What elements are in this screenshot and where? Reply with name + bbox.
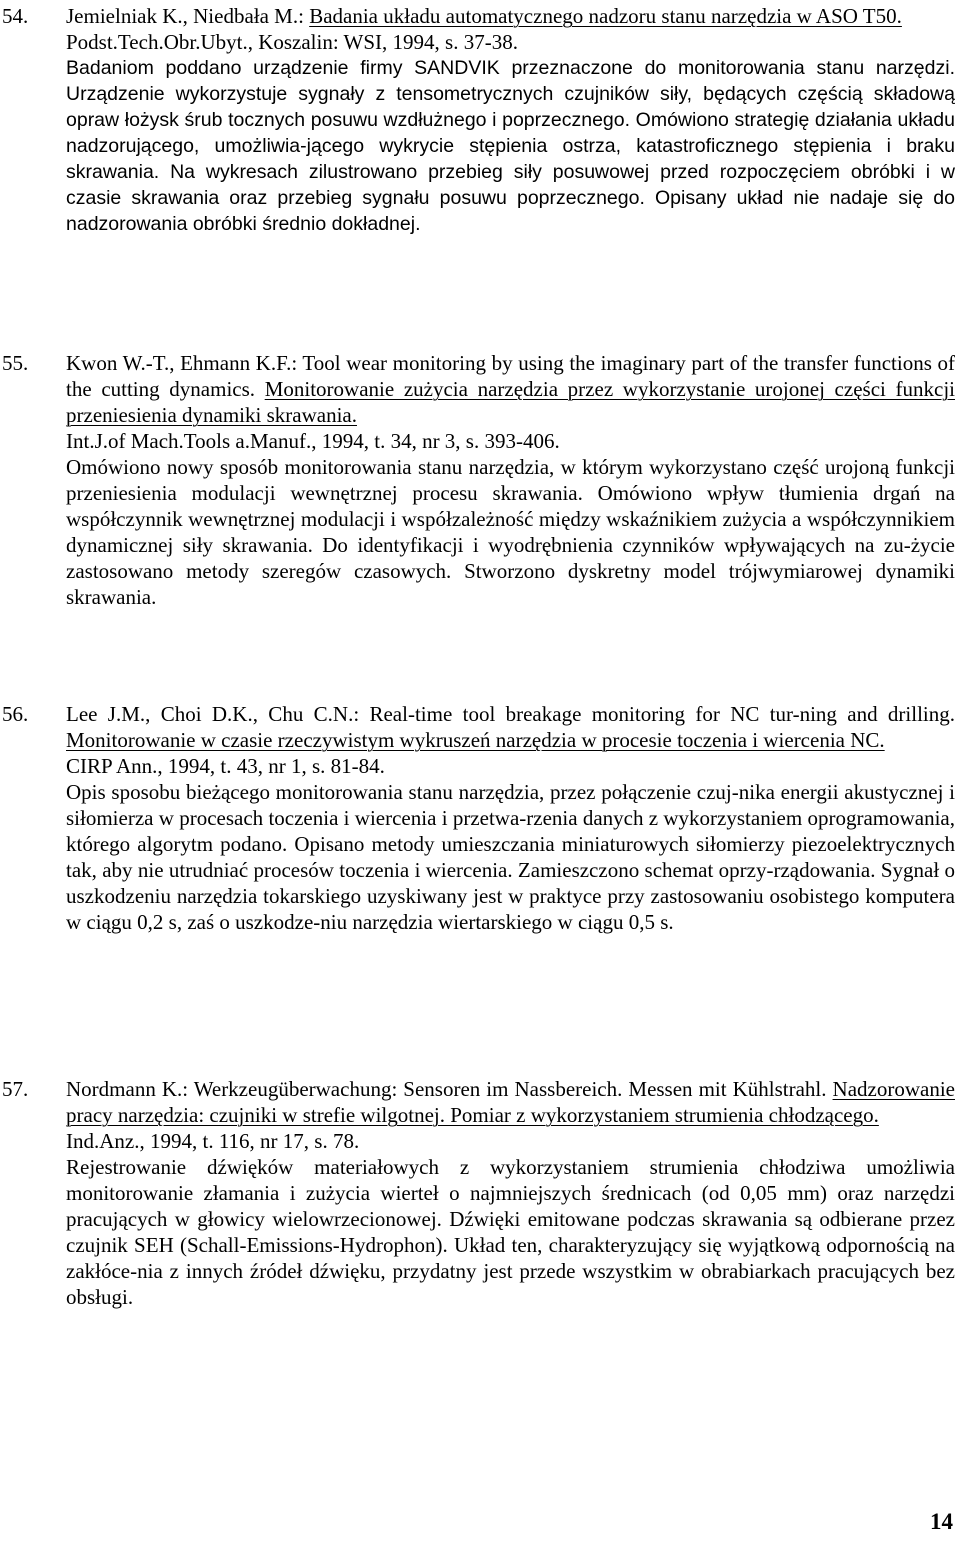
entry-authors: Jemielniak K., Niedbała M.: xyxy=(66,4,310,28)
entry-number: 55. xyxy=(2,351,29,375)
entry-title-polish: Nadzorowanie pracy narzędzia: czujniki w strefie wilgotnej. Pomiar z wykorzystaniem strumienia chłodzącego. xyxy=(66,1077,955,1127)
entry-body xyxy=(66,3,955,237)
entry-authors-title: Kwon W.-T., Ehmann K.F.: Tool wear monitoring by using the imaginary part of the transfer functions of the cutting dynamics. xyxy=(66,351,955,401)
entry-title-polish: Monitorowanie w czasie rzeczywistym wykruszeń narzędzia w procesie toczenia i wiercenia NC. xyxy=(66,728,885,752)
entry-number: 56. xyxy=(2,702,29,726)
entry-source: Ind.Anz., 1994, t. 116, nr 17, s. 78. xyxy=(66,1129,360,1153)
entry-abstract: Rejestrowanie dźwięków materiałowych z wykorzystaniem strumienia chłodziwa umożliwia monitorowanie złamania i zużycia wierteł o najmniejszych średnicach (od 0,05 mm) oraz narzędzi pracujących w głowicy wielowrzecionowej. Dźwięki emitowane podczas skrawania są odbierane przez czujnik SEH (Schall-Emissions-Hydrophon). Układ ten, charakteryzujący się wyjątkową odpornością na zakłóce-nia z innych źródeł dźwięku, przydatny jest przede wszystkim w obrabiarkach pracujących bez obsługi. xyxy=(66,1155,955,1309)
entry-body xyxy=(66,1076,955,1310)
entry-title-polish: Badania układu automatycznego nadzoru stanu narzędzia w ASO T50. xyxy=(309,4,902,28)
entry-authors-title: Lee J.M., Choi D.K., Chu C.N.: Real-time tool breakage monitoring for NC tur-ning and drilling. xyxy=(66,702,955,726)
entry-number: 54. xyxy=(2,4,29,28)
page-number: 14 xyxy=(930,1509,953,1534)
entry-abstract: Omówiono nowy sposób monitorowania stanu narzędzia, w którym wykorzystano część urojoną funkcji przeniesienia modulacji wewnętrznej procesu skrawania. Omówiono wpływ tłumienia drgań na współczynnik wewnętrznej modulacji i współzależność między wskaźnikiem zużycia a współczynnikiem dynamicznej siły skrawania. Do identyfikacji i wyodrębnienia czynników wpływających na zu-życie zastosowano metody szeregów czasowych. Stworzono dyskretny model trójwymiarowej dynamiki skrawania. xyxy=(66,455,955,609)
entry-abstract: Opis sposobu bieżącego monitorowania stanu narzędzia, przez połączenie czuj-nika energii akustycznej i siłomierza w procesach toczenia i wiercenia i przetwa-rzenia danych z wykorzystaniem oprogramowania, którego algorytm podano. Opisano metody umieszczania miniaturowych siłomierzy piezoelektrycznych tak, aby nie utrudniać procesów toczenia i wiercenia. Zamieszczono schemat oprzy-rządowania. Sygnał o uszkodzeniu narzędzia tokarskiego uzyskiwany jest w praktyce przy zastosowaniu osobistego komputera w ciągu 0,2 s, zaś o uszkodze-niu narzędzia wiertarskiego w ciągu 0,5 s. xyxy=(66,780,955,934)
entry-abstract: Badaniom poddano urządzenie firmy SANDVIK przeznaczone do monitorowania stanu narzędzi. Urządzenie wykorzystuje sygnały z tensometrycznych czujników siły, będących częścią składową opraw łożysk śrub tocznych posuwu wzdłużnego i poprzecznego. Omówiono strategię działania układu nadzorującego, umożliwia-jącego wykrycie stępienia ostrza, katastroficznego stępienia i braku skrawania. Na wykresach zilustrowano przebieg siły posuwowej przed rozpoczęciem obróbki i w czasie skrawania oraz przebieg sygnału posuwu poprzecznego. Opisany układ nie nadaje się do nadzorowania obróbki średnio dokładnej. xyxy=(66,57,955,235)
entry-body xyxy=(66,701,955,935)
entry-source: Int.J.of Mach.Tools a.Manuf., 1994, t. 34, nr 3, s. 393-406. xyxy=(66,429,560,453)
entry-source: Podst.Tech.Obr.Ubyt., Koszalin: WSI, 1994, s. 37-38. xyxy=(66,30,518,54)
entry-body xyxy=(66,350,955,610)
entry-number: 57. xyxy=(2,1077,29,1101)
entry-title-polish: Monitorowanie zużycia narzędzia przez wykorzystanie urojonej części funkcji przeniesienia dynamiki skrawania. xyxy=(66,377,955,427)
entry-source: CIRP Ann., 1994, t. 43, nr 1, s. 81-84. xyxy=(66,754,385,778)
entry-authors-title: Nordmann K.: Werkzeugüberwachung: Sensoren im Nassbereich. Messen mit Kühlstrahl. xyxy=(66,1077,833,1101)
